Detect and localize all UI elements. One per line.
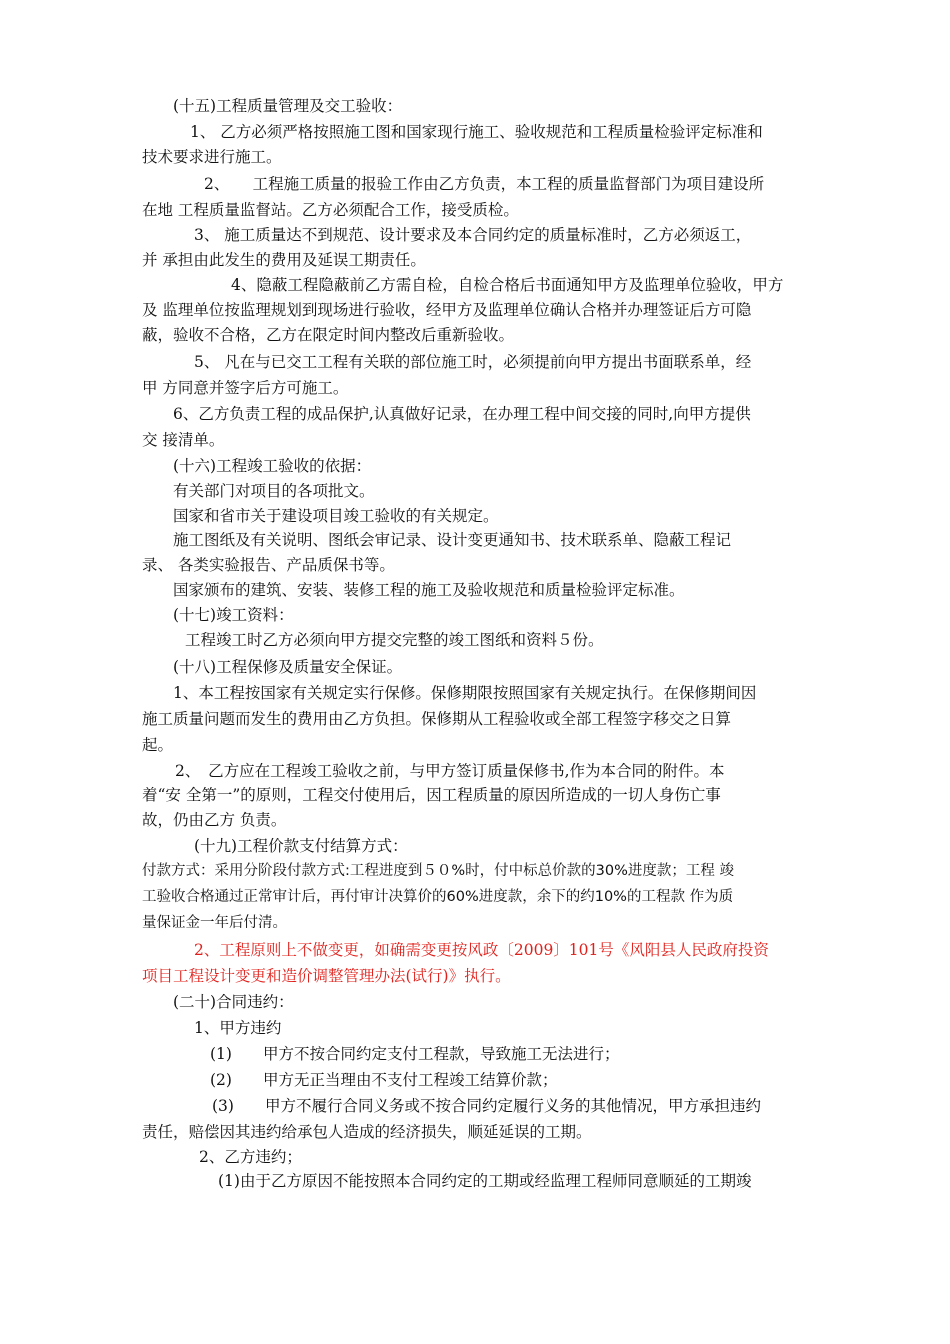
paragraph-line: 4、隐蔽工程隐蔽前乙方需自检，自检合格后书面通知甲方及监理单位验收，甲方: [231, 276, 784, 294]
paragraph-line: (十五)工程质量管理及交工验收：: [173, 97, 403, 115]
paragraph-line: 甲 方同意并签字后方可施工。: [142, 379, 349, 397]
paragraph-line: 2、乙方违约；: [199, 1148, 302, 1166]
paragraph-line: 在地 工程质量监督站。乙方必须配合工作，接受质检。: [142, 201, 519, 219]
paragraph-line: 6、乙方负责工程的成品保护,认真做好记录，在办理工程中间交接的同时,向甲方提供: [173, 405, 751, 423]
paragraph-line: 着“安 全第一”的原则，工程交付使用后，因工程质量的原因所造成的一切人身伤亡事: [142, 786, 721, 804]
paragraph-line: 蔽，验收不合格，乙方在限定时间内整改后重新验收。: [142, 326, 515, 344]
paragraph-line: 2、工程原则上不做变更，如确需变更按风政〔2009〕101号《风阳县人民政府投资: [194, 941, 769, 959]
paragraph-line: 施工图纸及有关说明、图纸会审记录、设计变更通知书、技术联系单、隐蔽工程记: [173, 531, 732, 549]
paragraph-line: 责任，赔偿因其违约给承包人造成的经济损失，顺延延误的工期。: [142, 1123, 592, 1141]
paragraph-line: 工程竣工时乙方必须向甲方提交完整的竣工图纸和资料５份。: [185, 631, 604, 649]
paragraph-line: 故，仍由乙方 负责。: [142, 811, 287, 829]
paragraph-line: (十八)工程保修及质量安全保证。: [173, 658, 403, 676]
paragraph-line: 1、本工程按国家有关规定实行保修。保修期限按照国家有关规定执行。在保修期间因: [173, 684, 757, 702]
paragraph-line: (十九)工程价款支付结算方式：: [194, 837, 408, 855]
paragraph-line: (1) 甲方不按合同约定支付工程款，导致施工无法进行；: [210, 1045, 620, 1063]
paragraph-line: 付款方式：采用分阶段付款方式:工程进度到５０%时，付中标总价款的30%进度款；工程 竣: [142, 863, 734, 879]
paragraph-line: 工验收合格通过正常审计后，再付审计决算价的60%进度款，余下的约10%的工程款 作为质: [142, 889, 734, 905]
paragraph-line: (十六)工程竣工验收的依据：: [173, 457, 372, 475]
paragraph-line: 1、 乙方必须严格按照施工图和国家现行施工、验收规范和工程质量检验评定标准和: [190, 123, 763, 141]
paragraph-line: 2、 工程施工质量的报验工作由乙方负责，本工程的质量监督部门为项目建设所: [204, 175, 765, 193]
paragraph-line: 及 监理单位按监理规划到现场进行验收，经甲方及监理单位确认合格并办理签证后方可隐: [142, 301, 752, 319]
paragraph-line: 量保证金一年后付清。: [142, 915, 287, 931]
paragraph-line: 交 接清单。: [142, 431, 225, 449]
paragraph-line: 并 承担由此发生的费用及延误工期责任。: [142, 251, 426, 269]
paragraph-line: 5、 凡在与已交工工程有关联的部位施工时，必须提前向甲方提出书面联系单，经: [194, 353, 752, 371]
paragraph-line: 施工质量问题而发生的费用由乙方负担。保修期从工程验收或全部工程签字移交之日算: [142, 710, 732, 728]
paragraph-line: (2) 甲方无正当理由不支付工程竣工结算价款；: [210, 1071, 558, 1089]
paragraph-line: (十七)竣工资料：: [173, 606, 294, 624]
paragraph-line: (3) 甲方不履行合同义务或不按合同约定履行义务的其他情况，甲方承担违约: [212, 1097, 761, 1115]
paragraph-line: 技术要求进行施工。: [142, 148, 282, 166]
paragraph-line: 起。: [142, 736, 174, 754]
paragraph-line: (二十)合同违约：: [173, 993, 294, 1011]
paragraph-line: (1)由于乙方原因不能按照本合同约定的工期或经监理工程师同意顺延的工期竣: [218, 1172, 752, 1190]
paragraph-line: 项目工程设计变更和造价调整管理办法(试行)》执行。: [142, 967, 511, 985]
paragraph-line: 有关部门对项目的各项批文。: [173, 482, 375, 500]
paragraph-line: 国家颁布的建筑、安装、装修工程的施工及验收规范和质量检验评定标准。: [173, 581, 685, 599]
paragraph-line: 2、 乙方应在工程竣工验收之前，与甲方签订质量保修书,作为本合同的附件。本: [175, 762, 725, 780]
paragraph-line: 1、甲方违约: [194, 1019, 282, 1037]
paragraph-line: 国家和省市关于建设项目竣工验收的有关规定。: [173, 507, 499, 525]
paragraph-line: 3、 施工质量达不到规范、设计要求及本合同约定的质量标准时，乙方必须返工，: [194, 226, 752, 244]
paragraph-line: 录、 各类实验报告、产品质保书等。: [142, 556, 395, 574]
